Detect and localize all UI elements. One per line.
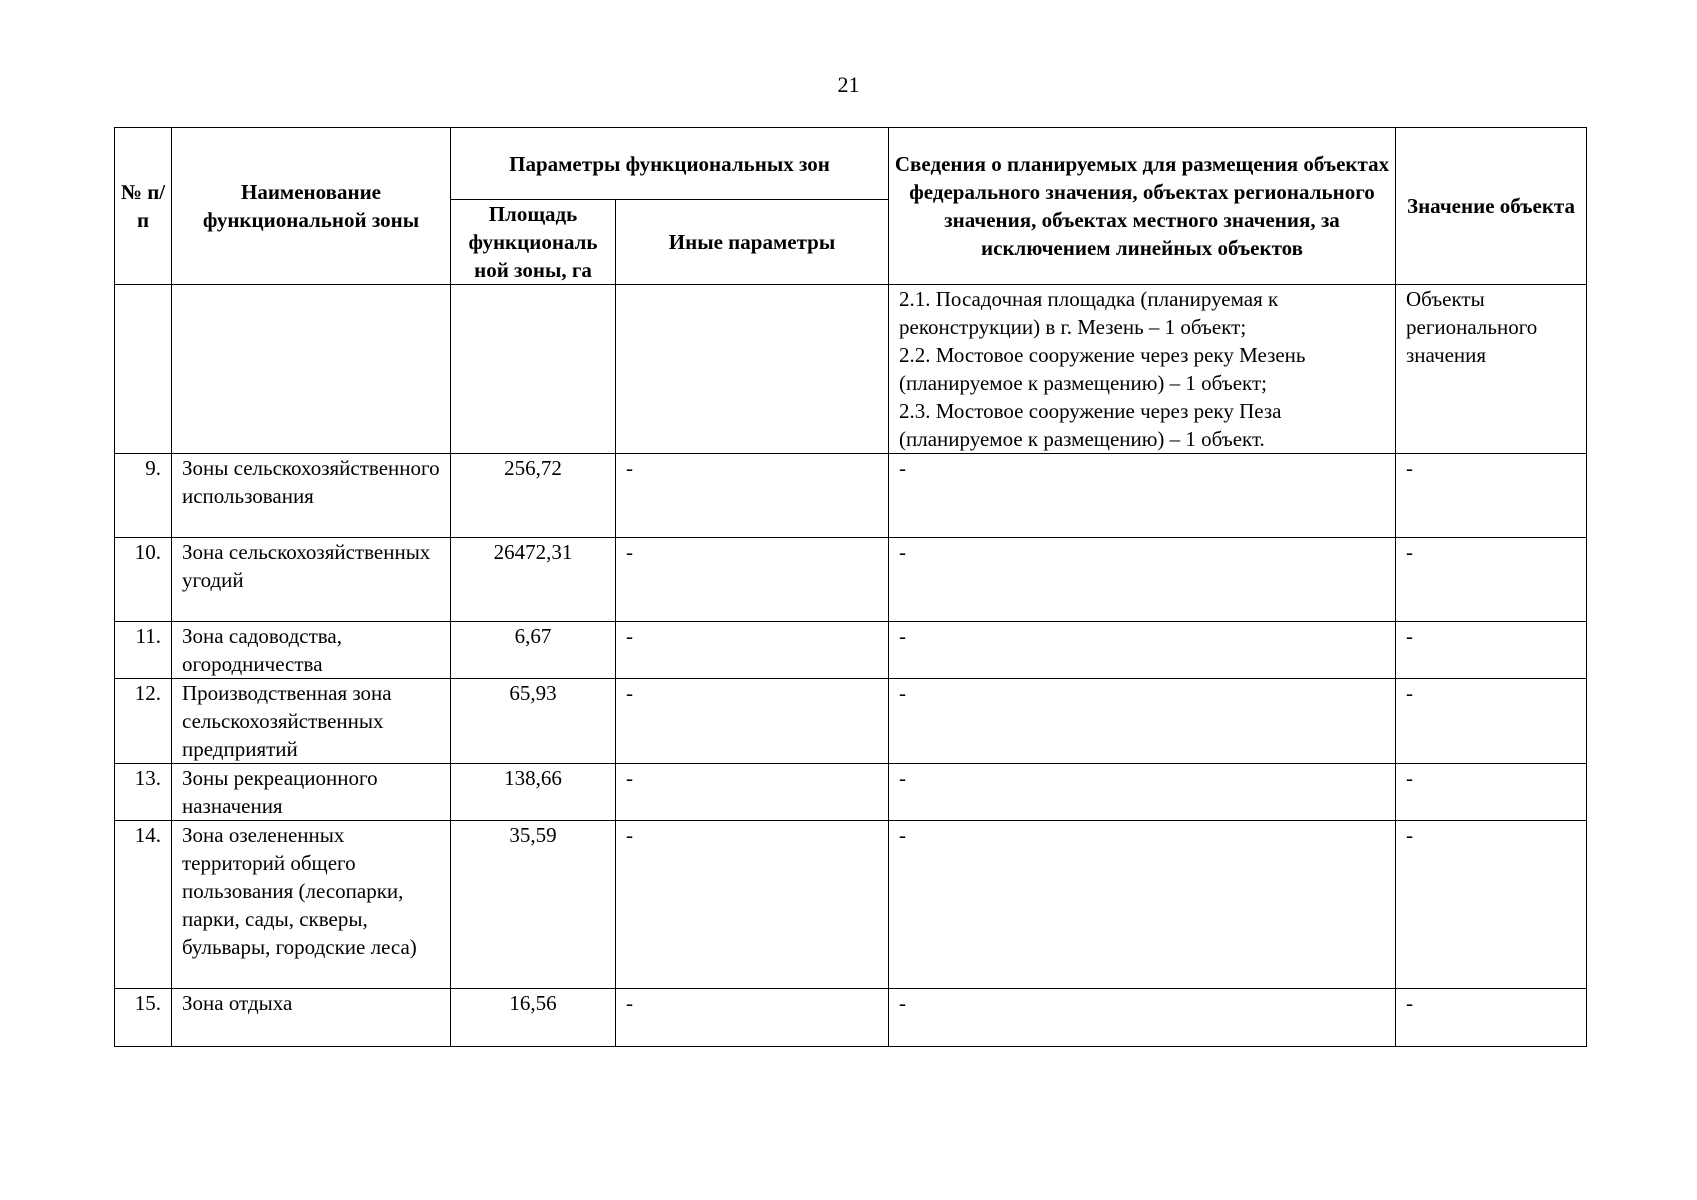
header-zone-parameters: Параметры функциональных зон xyxy=(451,128,889,200)
page-number: 21 xyxy=(837,72,860,97)
table-row xyxy=(115,679,1587,764)
zone-name: Зона сельскохозяйственных угодий xyxy=(172,538,451,622)
planned-objects: - xyxy=(889,989,1396,1047)
table-row xyxy=(115,989,1587,1047)
other-parameters: - xyxy=(616,679,889,764)
planned-objects: - xyxy=(889,454,1396,538)
table-row xyxy=(115,821,1587,989)
planned-objects: - xyxy=(889,679,1396,764)
zone-name: Производственная зона сельскохозяйственных предприятий xyxy=(172,679,451,764)
row-number: 13. xyxy=(115,764,172,821)
planned-objects: - xyxy=(889,821,1396,989)
other-parameters: - xyxy=(616,764,889,821)
num-cell xyxy=(115,285,172,454)
zone-area: 256,72 xyxy=(451,454,616,538)
object-significance: - xyxy=(1396,538,1587,622)
area-cell xyxy=(451,285,616,454)
row-number: 12. xyxy=(115,679,172,764)
header-other-parameters: Иные параметры xyxy=(616,200,889,285)
object-significance: - xyxy=(1396,622,1587,679)
header-zone-area: Площадь функциональ ной зоны, га xyxy=(451,200,616,285)
zone-name: Зона озелененных территорий общего пользования (лесопарки, парки, сады, скверы, бульвары, городские леса) xyxy=(172,821,451,989)
header-object-significance: Значение объекта xyxy=(1396,128,1587,285)
row-number: 11. xyxy=(115,622,172,679)
planned-objects: - xyxy=(889,622,1396,679)
object-significance: - xyxy=(1396,764,1587,821)
table-row xyxy=(115,764,1587,821)
zone-area: 6,67 xyxy=(451,622,616,679)
planned-objects-cell: 2.1. Посадочная площадка (планируемая к реконструкции) в г. Мезень – 1 объект; 2.2. Мостовое сооружение через реку Мезень (планируемое к размещению) – 1 объект; 2.3. Мостовое сооружение через реку Пеза (планируемое к размещению) – 1 объект. xyxy=(889,285,1396,454)
zone-name: Зоны рекреационного назначения xyxy=(172,764,451,821)
header-planned-objects: Сведения о планируемых для размещения объектах федерального значения, объектах регионального значения, объектах местного значения, за исключением линейных объектов xyxy=(889,128,1396,285)
zone-name: Зоны сельскохозяйственного использования xyxy=(172,454,451,538)
continuation-row xyxy=(115,285,1587,454)
zone-name-cell xyxy=(172,285,451,454)
zone-area: 16,56 xyxy=(451,989,616,1047)
zone-area: 26472,31 xyxy=(451,538,616,622)
table-row xyxy=(115,454,1587,538)
functional-zones-table xyxy=(114,127,1587,1047)
table-row xyxy=(115,622,1587,679)
row-number: 15. xyxy=(115,989,172,1047)
planned-objects: - xyxy=(889,764,1396,821)
other-parameters-cell xyxy=(616,285,889,454)
other-parameters: - xyxy=(616,454,889,538)
other-parameters: - xyxy=(616,538,889,622)
significance-cell: Объекты регионального значения xyxy=(1396,285,1587,454)
zone-area: 35,59 xyxy=(451,821,616,989)
object-significance: - xyxy=(1396,989,1587,1047)
zone-name: Зона отдыха xyxy=(172,989,451,1047)
row-number: 9. xyxy=(115,454,172,538)
zone-name: Зона садоводства, огородничества xyxy=(172,622,451,679)
object-significance: - xyxy=(1396,679,1587,764)
zone-area: 138,66 xyxy=(451,764,616,821)
row-number: 14. xyxy=(115,821,172,989)
other-parameters: - xyxy=(616,622,889,679)
object-significance: - xyxy=(1396,454,1587,538)
row-number: 10. xyxy=(115,538,172,622)
header-number: № п/п xyxy=(115,128,172,285)
header-zone-name: Наименование функциональной зоны xyxy=(172,128,451,285)
other-parameters: - xyxy=(616,821,889,989)
other-parameters: - xyxy=(616,989,889,1047)
planned-objects: - xyxy=(889,538,1396,622)
table-row xyxy=(115,538,1587,622)
object-significance: - xyxy=(1396,821,1587,989)
zone-area: 65,93 xyxy=(451,679,616,764)
